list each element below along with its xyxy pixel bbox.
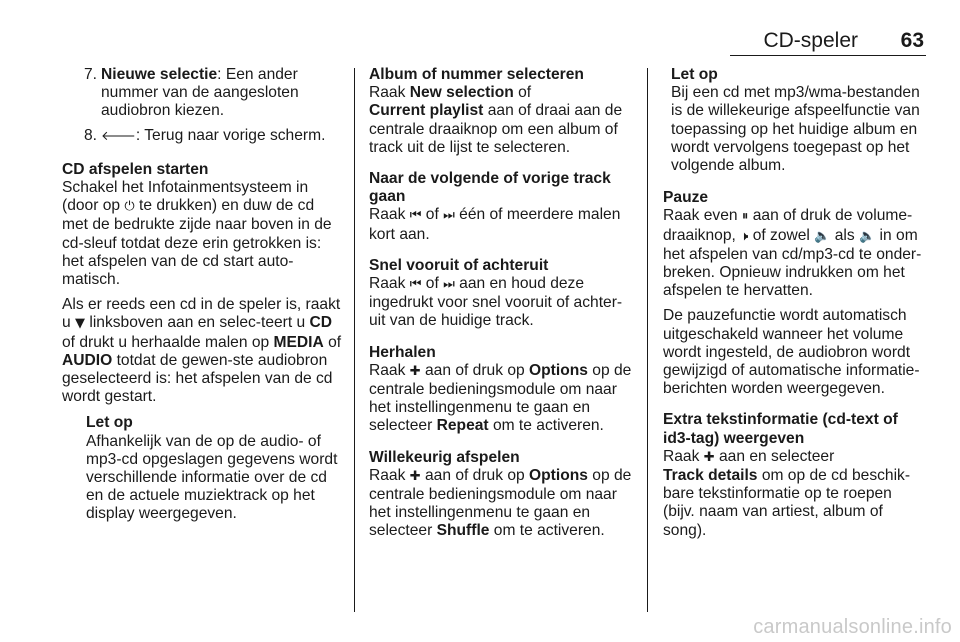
text-run: om op de cd beschik-bare tekstinformatie op te roepen (bijv. naam van artiest, album of song). bbox=[663, 467, 911, 539]
next-track-icon: ⏭ bbox=[443, 277, 455, 293]
section-heading: Willekeurig afspelen bbox=[369, 448, 520, 466]
volume-icon: 🔈 bbox=[814, 228, 831, 244]
header-rule bbox=[730, 55, 926, 56]
note-box bbox=[62, 414, 344, 523]
list-number: 8. bbox=[84, 126, 98, 144]
text-run: Raak bbox=[663, 447, 704, 465]
options-label: Options bbox=[529, 466, 588, 484]
paragraph bbox=[62, 179, 344, 289]
paragraph bbox=[663, 207, 927, 300]
repeat-label: Repeat bbox=[436, 417, 489, 435]
page-number: 63 bbox=[900, 29, 924, 52]
text-run: of zowel bbox=[748, 226, 815, 244]
text-run: aan of draai aan de centrale draaiknop om een album of track uit de lijst te selecteren. bbox=[369, 102, 623, 156]
text-run: aan of druk de volume-draaiknop, bbox=[663, 207, 913, 244]
text-run: of bbox=[513, 84, 532, 102]
section-fast-forward bbox=[369, 257, 635, 331]
new-selection-label: New selection bbox=[409, 84, 514, 102]
section-next-prev bbox=[369, 170, 635, 244]
column-2 bbox=[369, 66, 635, 554]
section-heading: Herhalen bbox=[369, 343, 436, 361]
section-heading: Extra tekstinformatie (cd-text of id3-tag) weergeven bbox=[663, 411, 898, 447]
text-run: als bbox=[830, 226, 860, 244]
section-shuffle bbox=[369, 449, 635, 541]
text-run: Raak even bbox=[663, 207, 742, 225]
section-extra-text bbox=[663, 411, 927, 539]
text-run: of drukt u herhaalde malen op bbox=[62, 333, 274, 351]
text-run: Raak bbox=[369, 84, 410, 102]
list-item-8 bbox=[62, 127, 344, 146]
cd-label: CD bbox=[309, 314, 333, 332]
paragraph bbox=[369, 206, 635, 243]
plus-icon: ✚ bbox=[703, 449, 715, 465]
paragraph bbox=[62, 296, 344, 406]
text-run: om te activeren. bbox=[489, 522, 605, 540]
note-box bbox=[663, 66, 927, 175]
watermark: carmanualsonline.info bbox=[753, 616, 952, 638]
previous-track-icon: ⏮ bbox=[409, 277, 422, 293]
list-item-text: : Terug naar vorige scherm. bbox=[135, 126, 326, 144]
section-heading: Naar de volgende of vorige track gaan bbox=[369, 170, 611, 206]
text-run: aan en houd deze ingedrukt voor snel vooruit of achter-uit van de huidige track. bbox=[369, 275, 623, 330]
plus-icon: ✚ bbox=[409, 363, 421, 379]
audio-label: AUDIO bbox=[62, 351, 113, 369]
note-heading: Let op bbox=[86, 414, 133, 432]
pause-icon: ⏸ bbox=[741, 209, 749, 225]
page-header-title: CD-speler bbox=[763, 29, 858, 52]
volume-icon: 🔈 bbox=[859, 228, 876, 244]
section-album-select bbox=[369, 66, 635, 157]
text-run: of bbox=[323, 333, 342, 351]
mute-icon: 🕨 bbox=[740, 228, 749, 244]
shuffle-label: Shuffle bbox=[436, 522, 490, 540]
note-text: Afhankelijk van de op de audio- of mp3-cd opgeslagen gegevens wordt verschillende informatie over de cd en de actuele muziektrack op het display weergegeven. bbox=[86, 432, 338, 523]
list-item-text: : Een ander nummer van de aangesloten audiobron kiezen. bbox=[101, 66, 299, 120]
list-number: 7. bbox=[84, 66, 98, 83]
text-run: Raak bbox=[369, 361, 410, 379]
text-run: Raak bbox=[369, 206, 410, 224]
text-run: Als er reeds een cd in de speler is, raakt u bbox=[62, 296, 341, 332]
text-run: of bbox=[421, 206, 444, 224]
text-run: Raak bbox=[369, 275, 410, 293]
text-run: in om het afspelen van cd/mp3-cd te onder-breken. Opnieuw indrukken om het afspelen te hervatten. bbox=[663, 226, 922, 300]
media-label: MEDIA bbox=[273, 333, 324, 351]
text-run: één of meerdere malen kort aan. bbox=[369, 206, 621, 243]
column-1 bbox=[62, 66, 344, 524]
next-track-icon: ⏭ bbox=[443, 208, 455, 224]
paragraph bbox=[369, 84, 635, 157]
list-item-7 bbox=[62, 66, 344, 121]
column-3 bbox=[663, 66, 927, 540]
section-heading: CD afspelen starten bbox=[62, 160, 209, 178]
paragraph: De pauzefunctie wordt automatisch uitgeschakeld wanneer het volume wordt ingesteld, de audiobron wordt gewijzigd of automatische informatie-berichten worden weergegeven. bbox=[663, 307, 920, 398]
section-repeat bbox=[369, 344, 635, 436]
text-run: Schakel het Infotainmentsysteem in (door op bbox=[62, 179, 309, 215]
options-label: Options bbox=[529, 361, 588, 379]
track-details-label: Track details bbox=[663, 467, 758, 485]
note-text: Bij een cd met mp3/wma-bestanden is de willekeurige afspeelfunctie van toepassing op het huidige album en wordt vervolgens toegepast op het volgende album. bbox=[671, 84, 920, 175]
current-playlist-label: Current playlist bbox=[369, 102, 484, 120]
power-icon: ⏻ bbox=[124, 199, 135, 215]
previous-track-icon: ⏮ bbox=[409, 208, 422, 224]
plus-icon: ✚ bbox=[409, 468, 421, 484]
text-run: om te activeren. bbox=[488, 417, 604, 435]
text-run: linksboven aan en selec-teert u bbox=[85, 314, 310, 332]
section-pause bbox=[663, 189, 927, 398]
text-run: Raak bbox=[369, 466, 410, 484]
section-heading: Album of nummer selecteren bbox=[369, 66, 584, 83]
column-divider-2 bbox=[647, 68, 648, 612]
note-heading: Let op bbox=[671, 66, 718, 83]
new-selection-label: Nieuwe selectie bbox=[101, 66, 218, 83]
text-run: te drukken) en duw de cd met de bedrukte zijde naar boven in de cd-sleuf totdat deze erin getrokken is: het afspelen van de cd start auto-matisch. bbox=[62, 197, 332, 289]
text-run: op de centrale bedieningsmodule om naar het instellingenmenu te gaan en selecteer bbox=[369, 361, 632, 435]
text-run: of bbox=[421, 275, 444, 293]
paragraph bbox=[369, 275, 635, 331]
section-heading: Pauze bbox=[663, 189, 709, 207]
triangle-down-icon: ▼ bbox=[75, 316, 86, 332]
paragraph bbox=[663, 448, 927, 540]
paragraph bbox=[369, 362, 635, 436]
column-divider-1 bbox=[354, 68, 355, 612]
text-run: aan of druk op bbox=[420, 361, 530, 379]
text-run: totdat de gewen-ste audiobron geselecteerd is: het afspelen van de cd wordt gestart. bbox=[62, 351, 333, 406]
paragraph bbox=[369, 467, 635, 541]
text-run: aan of druk op bbox=[420, 466, 530, 484]
back-arrow-icon: 🡐 bbox=[101, 128, 136, 144]
text-run: aan en selecteer bbox=[714, 447, 835, 465]
text-run: op de centrale bedieningsmodule om naar het instellingenmenu te gaan en selecteer bbox=[369, 466, 632, 540]
section-heading: Snel vooruit of achteruit bbox=[369, 256, 549, 274]
